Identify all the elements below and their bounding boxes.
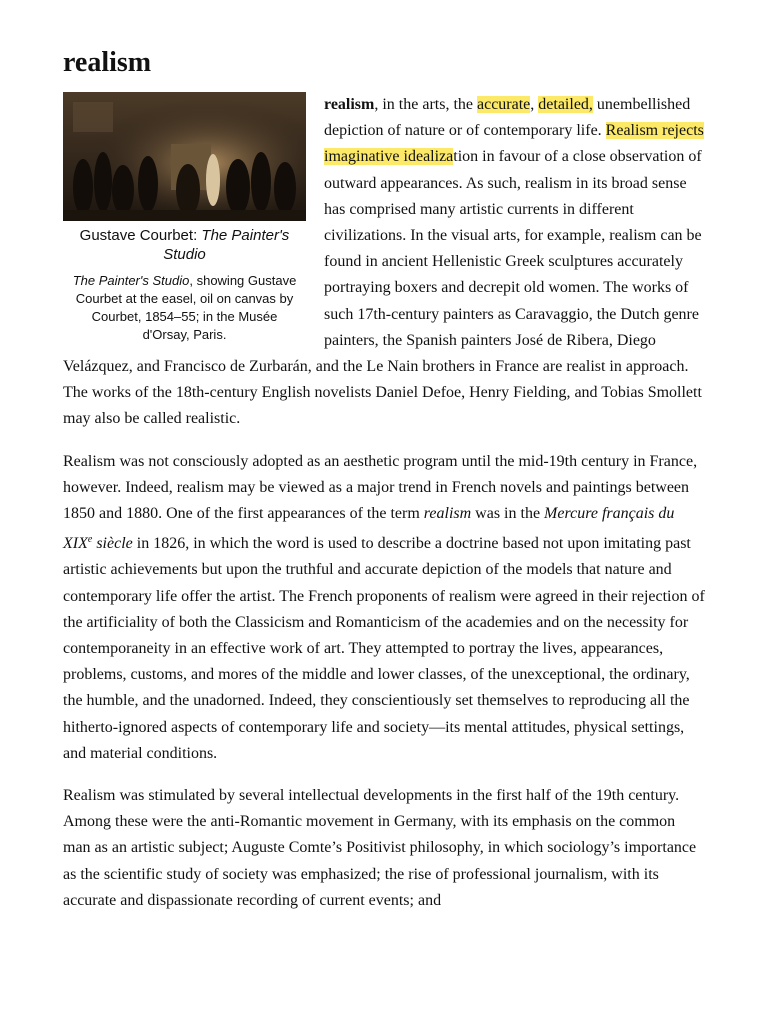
figure-caption-text: , showing Gustave Courbet at the easel, oil on canvas by Courbet, 1854–55; in the Musée d'Orsay, Paris. [75, 273, 297, 342]
italic-term: realism [423, 505, 472, 523]
figure-title [63, 226, 306, 264]
paragraph-2 [63, 449, 705, 767]
painting-image[interactable] [63, 92, 306, 221]
text-span: in 1826, in which the word is used to describe a doctrine based not upon imitating past artistic achievements but upon the truthful and accurate depiction of the models that nature and contemporary life offer the artist. The French proponents of realism were agreed in their rejection of the artificiality of both the Classicism and Romanticism of the academies and on the necessity for contemporaneity in an effective work of art. They attempted to portray the lives, appearances, problems, customs, and mores of the middle and lower classes, of the unexceptional, the ordinary, the humble, and the unadorned. Indeed, they conscientiously set themselves to reproducing all the hitherto-ignored aspects of contemporary life and society—its mental attitudes, physical settings, and material conditions. [63, 535, 705, 762]
text-span: , [530, 96, 539, 113]
text-span: was in the [471, 505, 545, 523]
highlight[interactable]: detailed, [538, 96, 593, 113]
text-span: , in the arts, the [374, 96, 477, 113]
figure [63, 92, 306, 344]
publication-title-part: siècle [92, 535, 133, 553]
text-span: unembellished depiction of nature or of contemporary life. [324, 96, 691, 140]
text-span: tion in favour of a close observation of outward appearances. As such, realism in its broad sense has comprised many artistic currents in different civilizations. In the visual arts, for example, realism can be found in ancient Hellenistic Greek sculptures accurately portraying boxers and decrepit old women. The works of such 17th-century painters as Caravaggio, the Dutch genre painters, the Spanish painters José de Ribera, Diego Velázquez, and Francisco de Zurbarán, and the Le Nain brothers in France are realist in approach. The works of the 18th-century English novelists Daniel Defoe, Henry Fielding, and Tobias Smollett may also be called realistic. [63, 148, 702, 428]
paragraph-3: Realism was stimulated by several intellectual developments in the first half of the 19th century. Among these were the anti-Romantic movement in Germany, with its emphasis on the common man as an artistic subject; Auguste Comte’s Positivist philosophy, in which sociology’s importance as the scientific study of society was emphasized; the rise of professional journalism, with its accurate and dispassionate recording of current events; and [63, 787, 697, 909]
figure-caption-italic: The Painter's Studio [72, 273, 190, 288]
figure-title-text: Gustave Courbet: [79, 227, 202, 244]
lead-term: realism [324, 96, 375, 113]
text-span: Realism was not consciously adopted as an aesthetic program until the mid-19th century in France, however. Indeed, realism may be viewed as a major trend in French novels and paintings between 1850 and 1880. One of the first appearances of the term [63, 452, 698, 523]
publication-title-part: Mercure français du XIX [63, 505, 675, 553]
superscript: e [87, 534, 93, 546]
highlight[interactable]: Realism rejects imaginative idealiza [324, 122, 704, 166]
page-title: realism [63, 47, 152, 78]
figure-caption [63, 272, 306, 344]
highlight[interactable]: accurate [477, 96, 531, 113]
article-body [63, 92, 705, 926]
figure-title-italic: The Painter's Studio [163, 227, 290, 263]
